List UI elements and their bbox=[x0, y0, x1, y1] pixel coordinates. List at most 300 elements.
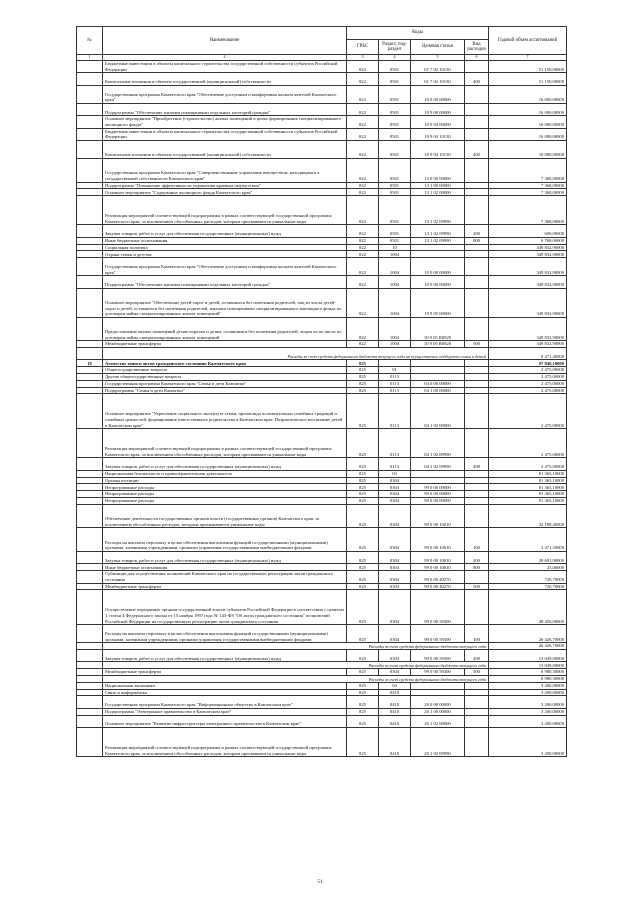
row-exp-type-cell bbox=[465, 116, 489, 128]
row-grbs-cell: 822 bbox=[347, 276, 379, 288]
table-row bbox=[77, 182, 567, 189]
row-name-cell: Обеспечение деятельности государственных органов власти (государственных органов) Камчатского края, за исключением обособленных расходов, которым присваиваются уникальные коды bbox=[103, 504, 347, 528]
row-grbs-cell: 825 bbox=[347, 458, 379, 470]
row-exp-type-cell bbox=[465, 61, 489, 73]
row-amount-cell: 2 475,00000 bbox=[489, 387, 567, 394]
row-number-cell bbox=[77, 696, 103, 708]
note-row bbox=[77, 348, 567, 360]
row-exp-type-cell bbox=[465, 429, 489, 458]
budget-table bbox=[76, 26, 567, 757]
row-grbs-cell: 822 bbox=[347, 244, 379, 251]
note-amount: 8 471,40000 bbox=[489, 348, 567, 360]
row-amount-cell: 7 368,00000 bbox=[489, 189, 567, 196]
table-row bbox=[77, 276, 567, 288]
row-section-cell: 0410 bbox=[379, 696, 411, 708]
row-exp-type-cell: 200 bbox=[465, 458, 489, 470]
row-exp-type-cell bbox=[465, 244, 489, 251]
table-row bbox=[77, 564, 567, 571]
row-name-cell: Иные бюджетные ассигнования bbox=[103, 564, 347, 571]
row-grbs-cell: 825 bbox=[347, 649, 379, 661]
row-grbs-cell: 825 bbox=[347, 552, 379, 564]
row-number-cell bbox=[77, 61, 103, 73]
table-row bbox=[77, 128, 567, 140]
row-target-cell: 99 0 00 00000 bbox=[411, 498, 465, 505]
table-row bbox=[77, 470, 567, 477]
row-grbs-cell: 825 bbox=[347, 708, 379, 715]
row-number-cell bbox=[77, 625, 103, 643]
row-exp-type-cell bbox=[465, 103, 489, 115]
row-number-cell bbox=[77, 128, 103, 140]
row-target-cell: 99 0 00 59300 bbox=[411, 649, 465, 661]
row-target-cell: 04 1 00 00000 bbox=[411, 387, 465, 394]
row-name-cell: Предоставление жилых помещений детям-сиротам и детям, оставшимся без попечения родителей, лицам из их числа по договорам найма специализированных жилых помещений bbox=[103, 317, 347, 341]
row-amount-cell: 349 832,90000 bbox=[489, 244, 567, 251]
row-number-cell bbox=[77, 458, 103, 470]
row-section-cell: 0304 bbox=[379, 477, 411, 484]
row-amount-cell: 7 368,00000 bbox=[489, 158, 567, 182]
row-section-cell: 0304 bbox=[379, 552, 411, 564]
row-amount-cell: 2 475,00000 bbox=[489, 458, 567, 470]
row-exp-type-cell bbox=[465, 477, 489, 484]
row-grbs-cell: 825 bbox=[347, 727, 379, 756]
row-target-cell: 10 9 00 00000 bbox=[411, 103, 465, 115]
col-number: 6 bbox=[465, 55, 489, 61]
note-amount: 8 980,30000 bbox=[489, 675, 567, 682]
table-row bbox=[77, 189, 567, 196]
table-row bbox=[77, 696, 567, 708]
row-amount-cell: 7 368,00000 bbox=[489, 196, 567, 225]
row-exp-type-cell bbox=[465, 196, 489, 225]
table-row bbox=[77, 341, 567, 348]
row-name-cell: Государственная программа Камчатского края "Обеспечение доступным и комфортным жильем жителей Камчатского края" bbox=[103, 85, 347, 103]
row-amount-cell: 349 832,90000 bbox=[489, 276, 567, 288]
row-section-cell: 1004 bbox=[379, 251, 411, 258]
row-target-cell bbox=[411, 477, 465, 484]
row-section-cell: 1004 bbox=[379, 341, 411, 348]
row-grbs-cell: 822 bbox=[347, 341, 379, 348]
row-number-cell bbox=[77, 727, 103, 756]
row-section-cell: 1004 bbox=[379, 317, 411, 341]
row-section-cell: 0304 bbox=[379, 564, 411, 571]
row-exp-type-cell bbox=[465, 394, 489, 429]
row-exp-type-cell bbox=[465, 367, 489, 374]
row-amount-cell: 51 150,00000 bbox=[489, 61, 567, 73]
row-section-cell: 0501 bbox=[379, 85, 411, 103]
note-spacer bbox=[77, 348, 103, 360]
row-number-cell bbox=[77, 380, 103, 387]
row-number-cell bbox=[77, 189, 103, 196]
row-exp-type-cell: 200 bbox=[465, 649, 489, 661]
row-amount-cell: 8 980,30000 bbox=[489, 669, 567, 676]
row-grbs-cell: 825 bbox=[347, 429, 379, 458]
row-grbs-cell: 822 bbox=[347, 140, 379, 158]
row-section-cell bbox=[379, 360, 411, 367]
row-exp-type-cell: 800 bbox=[465, 237, 489, 244]
note-spacer bbox=[77, 675, 103, 682]
row-section-cell: 0113 bbox=[379, 458, 411, 470]
row-exp-type-cell: 200 bbox=[465, 552, 489, 564]
row-exp-type-cell bbox=[465, 727, 489, 756]
row-grbs-cell: 825 bbox=[347, 528, 379, 552]
row-number-cell bbox=[77, 682, 103, 689]
row-exp-type-cell bbox=[465, 374, 489, 381]
row-exp-type-cell bbox=[465, 317, 489, 341]
row-number-cell bbox=[77, 387, 103, 394]
row-amount-cell: 81 365,10000 bbox=[489, 498, 567, 505]
row-amount-cell: 81 365,10000 bbox=[489, 477, 567, 484]
row-section-cell: 0501 bbox=[379, 158, 411, 182]
table-row bbox=[77, 583, 567, 590]
row-target-cell: 10 9 04 10130 bbox=[411, 140, 465, 158]
row-section-cell: 0304 bbox=[379, 528, 411, 552]
row-exp-type-cell bbox=[465, 387, 489, 394]
row-grbs-cell: 825 bbox=[347, 696, 379, 708]
row-amount-cell: 81 365,10000 bbox=[489, 470, 567, 477]
row-name-cell: Подпрограмма "Обеспечение жилыми помещениями отдельных категорий граждан" bbox=[103, 276, 347, 288]
row-target-cell: 13 1 02 09990 bbox=[411, 225, 465, 237]
row-grbs-cell: 825 bbox=[347, 682, 379, 689]
row-target-cell bbox=[411, 374, 465, 381]
row-exp-type-cell: 500 bbox=[465, 583, 489, 590]
table-row bbox=[77, 73, 567, 85]
row-amount-cell: 7 368,00000 bbox=[489, 182, 567, 189]
note-spacer bbox=[77, 643, 103, 650]
row-grbs-cell: 825 bbox=[347, 387, 379, 394]
table-row bbox=[77, 571, 567, 583]
table-row bbox=[77, 244, 567, 251]
row-number-cell bbox=[77, 276, 103, 288]
row-target-cell: 20 0 00 00000 bbox=[411, 696, 465, 708]
row-amount-cell: 16 000,00000 bbox=[489, 140, 567, 158]
row-amount-cell: 2 475,00000 bbox=[489, 367, 567, 374]
row-amount-cell: 3 200,00000 bbox=[489, 727, 567, 756]
row-exp-type-cell: 400 bbox=[465, 140, 489, 158]
row-grbs-cell: 825 bbox=[347, 669, 379, 676]
row-grbs-cell: 822 bbox=[347, 317, 379, 341]
row-name-cell: Основное мероприятие "Приобретение (строительство) жилых помещений в целях формирования специализированного жилищного фонда" bbox=[103, 116, 347, 128]
table-row bbox=[77, 387, 567, 394]
row-target-cell bbox=[411, 360, 465, 367]
row-amount-cell: 3 200,00000 bbox=[489, 715, 567, 727]
table-row bbox=[77, 140, 567, 158]
row-exp-type-cell bbox=[465, 696, 489, 708]
row-exp-type-cell bbox=[465, 85, 489, 103]
row-grbs-cell: 825 bbox=[347, 484, 379, 491]
row-grbs-cell: 825 bbox=[347, 715, 379, 727]
row-amount-cell: 600,00000 bbox=[489, 225, 567, 237]
row-grbs-cell: 822 bbox=[347, 189, 379, 196]
row-amount-cell: 97 846,10000 bbox=[489, 360, 567, 367]
row-exp-type-cell bbox=[465, 251, 489, 258]
table-row bbox=[77, 225, 567, 237]
row-target-cell: 99 0 00 10010 bbox=[411, 504, 465, 528]
row-number-cell bbox=[77, 708, 103, 715]
row-grbs-cell: 825 bbox=[347, 498, 379, 505]
col-header-name: Наименование bbox=[103, 27, 347, 55]
row-target-cell: 10 9 04 00000 bbox=[411, 116, 465, 128]
row-target-cell: 99 0 00 59300 bbox=[411, 669, 465, 676]
row-number-cell bbox=[77, 477, 103, 484]
row-target-cell: 13 1 02 00000 bbox=[411, 189, 465, 196]
row-exp-type-cell bbox=[465, 182, 489, 189]
row-target-cell: 13 1 00 00000 bbox=[411, 182, 465, 189]
row-section-cell: 0501 bbox=[379, 237, 411, 244]
row-target-cell bbox=[411, 251, 465, 258]
row-amount-cell: 2 475,00000 bbox=[489, 394, 567, 429]
row-section-cell: 0410 bbox=[379, 715, 411, 727]
col-header-target: Целевая статья bbox=[411, 40, 465, 55]
row-amount-cell: 6 768,00000 bbox=[489, 237, 567, 244]
row-target-cell: 04 1 02 09990 bbox=[411, 429, 465, 458]
row-number-cell bbox=[77, 140, 103, 158]
row-name-cell: Национальная безопасность и правоохранительная деятельность bbox=[103, 470, 347, 477]
row-number-cell bbox=[77, 182, 103, 189]
row-grbs-cell: 825 bbox=[347, 360, 379, 367]
row-target-cell: 13 1 02 09990 bbox=[411, 237, 465, 244]
row-amount-cell: 28 691,90000 bbox=[489, 552, 567, 564]
col-number: 1 bbox=[77, 55, 103, 61]
row-grbs-cell: 825 bbox=[347, 477, 379, 484]
row-name-cell: Общегосударственные вопросы bbox=[103, 367, 347, 374]
row-name-cell: Подпрограмма "Семья и дети Камчатки" bbox=[103, 387, 347, 394]
col-header-grbs: ГРБС bbox=[347, 40, 379, 55]
row-number-cell bbox=[77, 116, 103, 128]
row-name-cell: Социальная политика bbox=[103, 244, 347, 251]
row-grbs-cell: 825 bbox=[347, 583, 379, 590]
row-amount-cell: 3 200,00000 bbox=[489, 689, 567, 696]
row-number-cell bbox=[77, 85, 103, 103]
row-target-cell: 04 1 02 00000 bbox=[411, 394, 465, 429]
table-row bbox=[77, 288, 567, 317]
col-header-codes: Коды bbox=[347, 27, 489, 40]
row-name-cell: Другие общегосударственные вопросы bbox=[103, 374, 347, 381]
row-section-cell: 0113 bbox=[379, 394, 411, 429]
row-target-cell: 13 1 02 09990 bbox=[411, 196, 465, 225]
row-name-cell: Органы юстиции bbox=[103, 477, 347, 484]
row-section-cell: 0304 bbox=[379, 590, 411, 625]
col-number: 2 bbox=[103, 55, 347, 61]
table-row bbox=[77, 498, 567, 505]
row-number-cell bbox=[77, 103, 103, 115]
row-name-cell: Непрограммные расходы bbox=[103, 491, 347, 498]
row-name-cell: Капитальные вложения в объекты государственной (муниципальной) собственности bbox=[103, 73, 347, 85]
row-exp-type-cell bbox=[465, 158, 489, 182]
row-exp-type-cell: 800 bbox=[465, 564, 489, 571]
row-number-cell bbox=[77, 649, 103, 661]
row-number-cell bbox=[77, 590, 103, 625]
row-number-cell bbox=[77, 367, 103, 374]
row-name-cell: Межбюджетные трансферты bbox=[103, 669, 347, 676]
row-number-cell bbox=[77, 258, 103, 276]
row-exp-type-cell bbox=[465, 128, 489, 140]
row-target-cell: 10 9 04 10130 bbox=[411, 128, 465, 140]
row-target-cell bbox=[411, 367, 465, 374]
row-amount-cell: 16 000,00000 bbox=[489, 128, 567, 140]
col-number: 4 bbox=[379, 55, 411, 61]
row-section-cell: 0410 bbox=[379, 708, 411, 715]
row-name-cell: Реализация мероприятий соответствующей подпрограммы в рамках соответствующей государственной программы Камчатского края, за исключением обособленных расходов, которым присваиваются уникальные коды bbox=[103, 429, 347, 458]
row-grbs-cell: 822 bbox=[347, 73, 379, 85]
row-amount-cell: 3 471,50000 bbox=[489, 528, 567, 552]
row-grbs-cell: 822 bbox=[347, 128, 379, 140]
row-section-cell: 0113 bbox=[379, 380, 411, 387]
row-name-cell: Государственная программа Камчатского края "Семья и дети Камчатки" bbox=[103, 380, 347, 387]
row-amount-cell: 16 000,00000 bbox=[489, 116, 567, 128]
row-section-cell: 0501 bbox=[379, 182, 411, 189]
table-row bbox=[77, 669, 567, 676]
table-row bbox=[77, 552, 567, 564]
table-row bbox=[77, 477, 567, 484]
row-number-cell bbox=[77, 251, 103, 258]
row-number-cell bbox=[77, 484, 103, 491]
row-number-cell: 18 bbox=[77, 360, 103, 367]
row-grbs-cell: 825 bbox=[347, 374, 379, 381]
row-name-cell: Субвенции для осуществления полномочий Камчатского края на государственную регистрацию актов гражданского состояния bbox=[103, 571, 347, 583]
row-section-cell: 0501 bbox=[379, 189, 411, 196]
table-row bbox=[77, 625, 567, 643]
note-spacer bbox=[77, 662, 103, 669]
note-row bbox=[77, 662, 567, 669]
table-row bbox=[77, 196, 567, 225]
row-name-cell: Реализация мероприятий соответствующей подпрограммы в рамках соответствующей государственной программы Камчатского края, за исключением обособленных расходов, которым присваиваются уникальные коды bbox=[103, 196, 347, 225]
row-amount-cell: 3 200,00000 bbox=[489, 708, 567, 715]
row-amount-cell: 349 832,90000 bbox=[489, 288, 567, 317]
table-row bbox=[77, 103, 567, 115]
row-section-cell: 0501 bbox=[379, 140, 411, 158]
row-amount-cell: 349 832,90000 bbox=[489, 258, 567, 276]
note-row bbox=[77, 643, 567, 650]
row-number-cell bbox=[77, 394, 103, 429]
table-row bbox=[77, 649, 567, 661]
row-number-cell bbox=[77, 528, 103, 552]
row-grbs-cell: 822 bbox=[347, 103, 379, 115]
row-exp-type-cell bbox=[465, 682, 489, 689]
row-grbs-cell: 822 bbox=[347, 288, 379, 317]
table-row bbox=[77, 158, 567, 182]
page-number: 51 bbox=[317, 879, 323, 885]
row-amount-cell: 16 000,00000 bbox=[489, 103, 567, 115]
row-section-cell: 1004 bbox=[379, 258, 411, 276]
row-number-cell bbox=[77, 498, 103, 505]
row-exp-type-cell bbox=[465, 258, 489, 276]
row-name-cell: Государственная программа Камчатского края "Информационное общество в Камчатском крае" bbox=[103, 696, 347, 708]
row-amount-cell: 32 188,40000 bbox=[489, 504, 567, 528]
row-name-cell: Государственная программа Камчатского края "Совершенствование управления имуществом, находящимся в государственной собственности Камчатского края" bbox=[103, 158, 347, 182]
row-grbs-cell: 825 bbox=[347, 571, 379, 583]
row-target-cell: 99 0 00 00000 bbox=[411, 484, 465, 491]
row-amount-cell: 16 000,00000 bbox=[489, 85, 567, 103]
row-grbs-cell: 822 bbox=[347, 182, 379, 189]
row-section-cell: 0501 bbox=[379, 225, 411, 237]
row-name-cell: Межбюджетные трансферты bbox=[103, 341, 347, 348]
row-number-cell bbox=[77, 244, 103, 251]
row-name-cell: Основное мероприятие "Обеспечение детей-сирот и детей, оставшихся без попечения родителей, лиц из числа детей-сирот и детей, оставшихся без попечения родителей, жилыми помещениями специализированного жилищного фонда по договорам найма специализированных жилых помещений" bbox=[103, 288, 347, 317]
row-amount-cell: 2 475,00000 bbox=[489, 429, 567, 458]
row-target-cell: 20 1 02 09990 bbox=[411, 727, 465, 756]
table-row bbox=[77, 380, 567, 387]
row-target-cell bbox=[411, 682, 465, 689]
row-name-cell: Государственная программа Камчатского края "Обеспечение доступным и комфортным жильем жителей Камчатского края" bbox=[103, 258, 347, 276]
row-target-cell: 99 0 00 59300 bbox=[411, 625, 465, 643]
table-row bbox=[77, 394, 567, 429]
row-grbs-cell: 822 bbox=[347, 85, 379, 103]
table-header bbox=[77, 27, 567, 61]
row-exp-type-cell: 100 bbox=[465, 625, 489, 643]
row-section-cell: 0113 bbox=[379, 374, 411, 381]
row-exp-type-cell bbox=[465, 276, 489, 288]
row-section-cell: 1004 bbox=[379, 276, 411, 288]
row-target-cell: 10 9 05 R0820 bbox=[411, 317, 465, 341]
row-grbs-cell: 825 bbox=[347, 564, 379, 571]
row-target-cell: 10 0 00 00000 bbox=[411, 258, 465, 276]
row-name-cell: Закупка товаров, работ и услуг для обеспечения государственных (муниципальных) нужд bbox=[103, 458, 347, 470]
row-grbs-cell: 822 bbox=[347, 61, 379, 73]
row-section-cell: 0304 bbox=[379, 484, 411, 491]
row-name-cell: Подпрограмма "Обеспечение жилыми помещениями отдельных категорий граждан" bbox=[103, 103, 347, 115]
row-section-cell: 0501 bbox=[379, 103, 411, 115]
row-amount-cell: 2 475,00000 bbox=[489, 380, 567, 387]
row-number-cell bbox=[77, 429, 103, 458]
row-exp-type-cell bbox=[465, 689, 489, 696]
row-grbs-cell: 825 bbox=[347, 590, 379, 625]
row-number-cell bbox=[77, 225, 103, 237]
row-section-cell: 01 bbox=[379, 367, 411, 374]
row-grbs-cell: 822 bbox=[347, 237, 379, 244]
row-section-cell: 0304 bbox=[379, 504, 411, 528]
row-grbs-cell: 822 bbox=[347, 225, 379, 237]
row-section-cell: 0501 bbox=[379, 128, 411, 140]
row-target-cell: 99 0 00 40270 bbox=[411, 571, 465, 583]
row-section-cell: 0304 bbox=[379, 583, 411, 590]
row-target-cell: 01 7 02 10130 bbox=[411, 73, 465, 85]
row-amount-cell: 720,70000 bbox=[489, 571, 567, 583]
row-name-cell: Основное мероприятие "Содержание жилищного фонда Камчатского края" bbox=[103, 189, 347, 196]
row-grbs-cell: 825 bbox=[347, 394, 379, 429]
row-name-cell: Основное мероприятие "Укрепление социального института семьи, пропаганда положительных семейных традиций и семейных ценностей, формирование ответственного родительства в Камчатском крае. Патриотическое воспитание детей в Камчатском крае" bbox=[103, 394, 347, 429]
col-header-number: № bbox=[77, 27, 103, 55]
col-number: 7 bbox=[489, 55, 567, 61]
row-grbs-cell: 825 bbox=[347, 367, 379, 374]
row-exp-type-cell bbox=[465, 484, 489, 491]
table-row bbox=[77, 85, 567, 103]
row-amount-cell: 81 365,10000 bbox=[489, 484, 567, 491]
row-section-cell: 0304 bbox=[379, 491, 411, 498]
table-row bbox=[77, 61, 567, 73]
row-amount-cell: 3 200,00000 bbox=[489, 696, 567, 708]
row-target-cell: 10 9 00 00000 bbox=[411, 276, 465, 288]
row-target-cell: 99 0 00 10010 bbox=[411, 564, 465, 571]
row-number-cell bbox=[77, 341, 103, 348]
table-row bbox=[77, 504, 567, 528]
note-row bbox=[77, 675, 567, 682]
row-target-cell: 01 7 02 10130 bbox=[411, 61, 465, 73]
row-number-cell bbox=[77, 564, 103, 571]
note-text: Расходы за счет средств федерального бюджета текущего года bbox=[103, 643, 489, 650]
row-number-cell bbox=[77, 237, 103, 244]
row-exp-type-cell bbox=[465, 470, 489, 477]
table-body bbox=[77, 61, 567, 757]
row-amount-cell: 3 200,00000 bbox=[489, 682, 567, 689]
row-target-cell: 99 0 00 59300 bbox=[411, 590, 465, 625]
row-grbs-cell: 825 bbox=[347, 470, 379, 477]
table-row bbox=[77, 251, 567, 258]
row-exp-type-cell: 400 bbox=[465, 73, 489, 85]
row-number-cell bbox=[77, 158, 103, 182]
row-target-cell: 04 1 02 09990 bbox=[411, 458, 465, 470]
col-number: 5 bbox=[411, 55, 465, 61]
row-target-cell bbox=[411, 470, 465, 477]
row-name-cell: Капитальные вложения в объекты государственной (муниципальной) собственности bbox=[103, 140, 347, 158]
